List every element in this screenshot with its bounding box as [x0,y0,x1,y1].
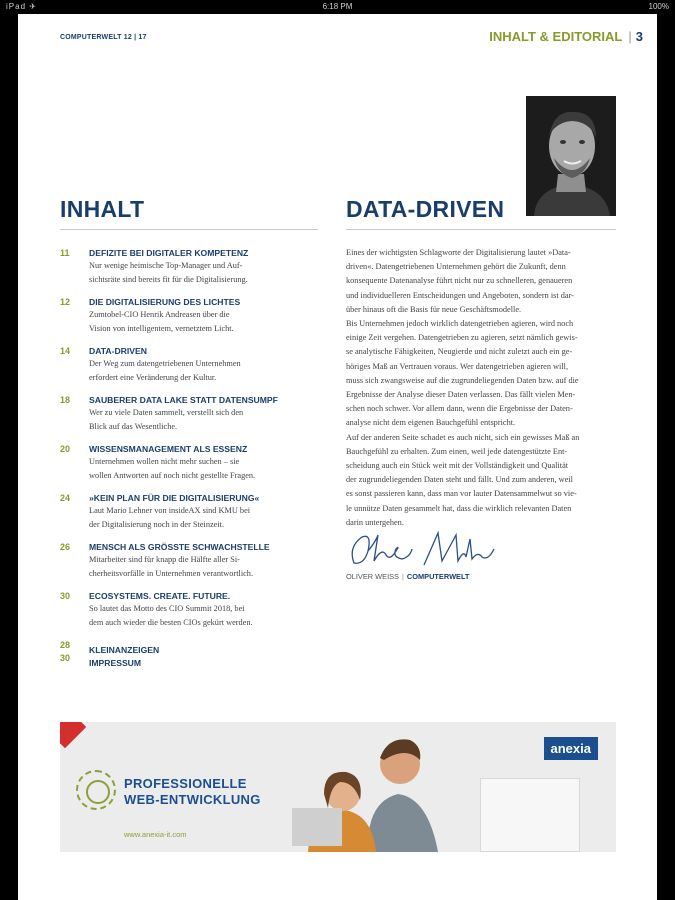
section-header [489,29,643,44]
toc-description: Unternehmen wollen nicht mehr suchen – sie wollen Antworten auf noch nicht gestellte Fragen. [89,457,256,480]
toc-page-number: 30 [60,653,71,663]
toc-page-number: 24 [60,493,71,503]
toc-description: So lautet das Motto des CIO Summit 2018, bei dem auch wieder die besten CIOs gekürt werden. [89,604,253,627]
divider [60,229,318,230]
publication-name: COMPUTERWELT [406,572,470,581]
ad-corner-mark [60,722,86,748]
battery-indicator: 100% [648,2,669,11]
toc-title: IMPRESSUM [89,658,142,668]
status-time: 6:18 PM [322,2,353,11]
toc-description: Laut Mario Lehner von insideAX sind KMU bei der Digitalisierung noch in der Steinzeit. [89,506,251,529]
anexia-logo: anexia [544,737,598,760]
toc-item[interactable] [60,493,322,531]
toc-page-number: 26 [60,542,71,552]
toc-title: MENSCH ALS GRÖSSTE SCHWACHSTELLE [89,542,270,552]
toc-page-number: 14 [60,346,71,356]
cog-icon [76,770,116,810]
toc-description: Nur wenige heimische Top-Manager und Auf- sichtsräte sind bereits fit für die Digitalisierung. [89,261,248,284]
toc-item[interactable] [60,346,322,384]
ad-url[interactable]: www.anexia-it.com [124,830,187,839]
advertisement-banner[interactable] [60,722,616,852]
toc-heading: INHALT [60,196,145,222]
toc-page-number: 11 [60,248,70,258]
toc-item[interactable] [60,640,322,653]
magazine-page [18,14,657,900]
toc-description: Der Weg zum datengetriebenen Unternehmen erfordert eine Veränderung der Kultur. [89,359,241,382]
header-separator: | [628,29,632,44]
toc-title: KLEINANZEIGEN [89,645,160,655]
issue-label: COMPUTERWELT 12 | 17 [60,34,147,41]
author-portrait [526,96,616,216]
toc-item[interactable] [60,297,322,335]
toc-page-number: 12 [60,297,71,307]
toc-title: DIE DIGITALISIERUNG DES LICHTES [89,297,241,307]
toc-item[interactable] [60,542,322,580]
toc-description: Mitarbeiter sind für knapp die Hälfte aller Si- cherheitsvorfälle in Unternehmen verantwortlich. [89,555,254,578]
toc-page-number: 28 [60,640,71,650]
table-of-contents [60,248,322,666]
status-bar [0,0,675,14]
section-title: INHALT & EDITORIAL [489,29,623,44]
toc-title: ECOSYSTEMS. CREATE. FUTURE. [89,591,231,601]
editorial-heading: DATA-DRIVEN [346,196,505,222]
author-separator: | [401,572,404,581]
author-signature [346,527,506,571]
ad-people-photo [288,724,458,852]
toc-title: »KEIN PLAN FÜR DIE DIGITALISIERUNG« [89,493,260,503]
toc-item[interactable] [60,444,322,482]
toc-description: Zumtobel-CIO Henrik Andreasen über die Vision von intelligentem, vernetztem Licht. [89,310,234,333]
toc-page-number: 20 [60,444,71,454]
toc-page-number: 18 [60,395,71,405]
ad-headline: PROFESSIONELLE WEB-ENTWICKLUNG [124,776,261,807]
author-name: OLIVER WEISS [346,572,399,581]
toc-description: Wer zu viele Daten sammelt, verstellt sich den Blick auf das Wesentliche. [89,408,244,431]
divider [346,229,616,230]
portrait-photo [526,96,616,216]
author-line [346,572,469,581]
toc-page-number: 30 [60,591,71,601]
device-label: iPad ✈ [6,2,37,11]
toc-item[interactable] [60,591,322,629]
toc-item[interactable] [60,248,322,286]
toc-item[interactable] [60,653,322,666]
page-number: 3 [635,29,643,44]
editorial-body: Eines der wichtigsten Schlagworte der Digitalisierung lautet »Data- driven«. Datengetriebenen Unternehmen gehört die Zukunft, denn konsequente Datenanalyse führt nicht nur zu schnelleren, genaueren und individuelleren Entscheidungen und Angeboten, sondern ist dar- über hinaus oft die Basis für neue Geschäftsmodelle. Bis Unternehmen jedoch wirklich datengetrieben agieren, wird noch einige Zeit vergehen. Datengetrieben zu agieren, setzt nämlich gewis- se analytische Fähigkeiten, Neugierde und nicht zuletzt auch ein ge- höriges Maß an Vertrauen voraus. Wer datengetrieben agieren will, muss sich zwangsweise auf die zugrundeliegenden Daten bzw. auf die Ergebnisse der Analyse dieser Daten verlassen. Das fällt vielen Men- schen noch schwer. Vor allem dann, wenn die Ergebnisse der Daten- analyse nicht dem eigenen Bauchgefühl entspricht. Auf der anderen Seite schadet es auch nicht, sich ein gewisses Maß an Bauchgefühl zu erhalten. Zum einen, weil jede datengestützte Ent- scheidung auch ein Stück weit mit der Vollständigkeit und Qualität der zugrundeliegenden Daten steht und fällt. Und zum anderen, weil es sonst passieren kann, dass man vor lauter Datensammelwut so vie- le unnütze Daten gesammelt hat, dass die wirklich relevanten Daten darin untergehen. [346,248,580,527]
toc-title: SAUBERER DATA LAKE STATT DATENSUMPF [89,395,278,405]
toc-title: DATA-DRIVEN [89,346,147,356]
toc-item[interactable] [60,395,322,433]
toc-title: DEFIZITE BEI DIGITALER KOMPETENZ [89,248,249,258]
monitor-image [480,778,580,852]
toc-title: WISSENSMANAGEMENT ALS ESSENZ [89,444,248,454]
